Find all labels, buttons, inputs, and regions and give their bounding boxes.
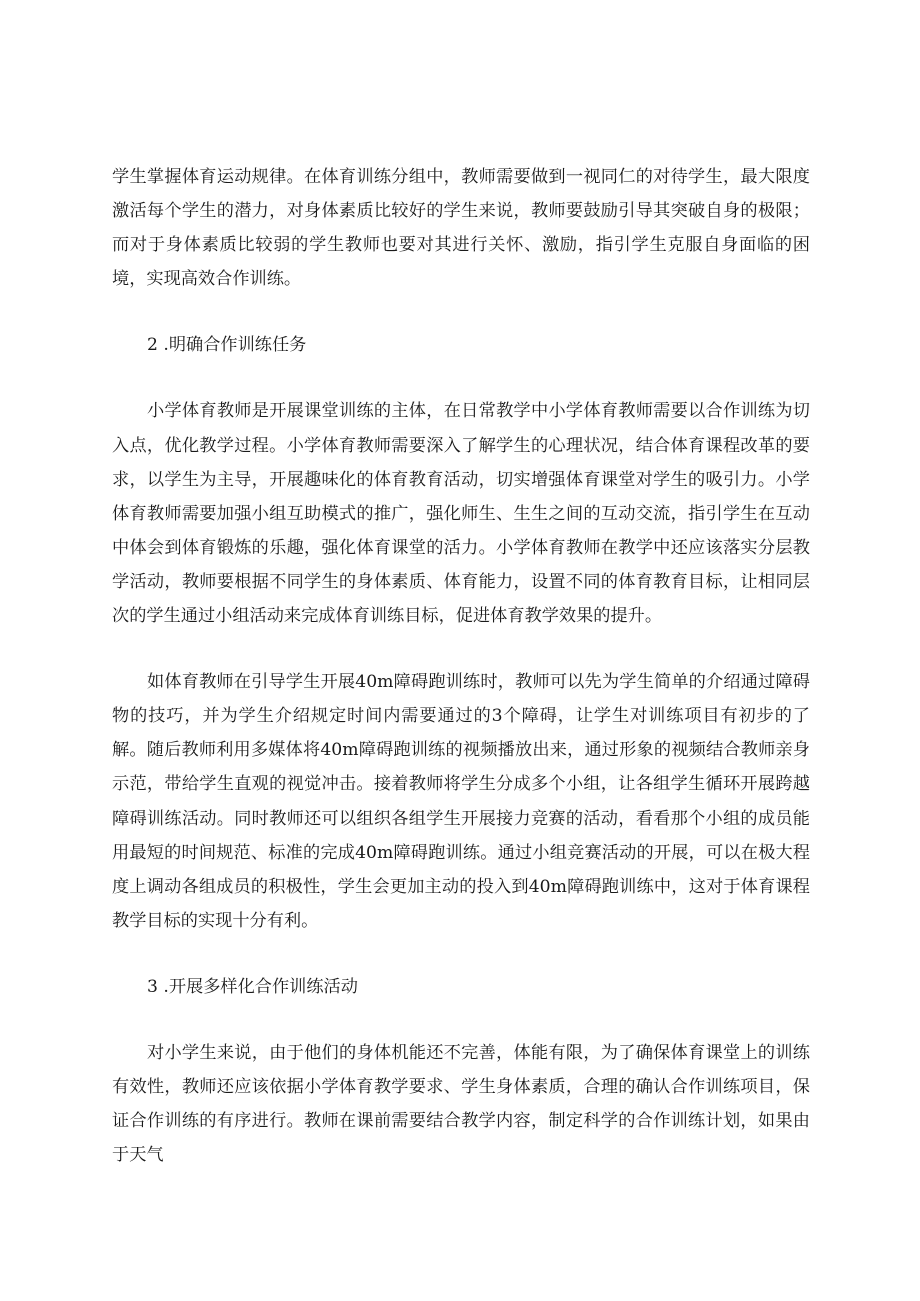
paragraph-gap [112,362,810,394]
paragraph-activities: 对小学生来说，由于他们的身体机能还不完善，体能有限，为了确保体育课堂上的训练有效性，教师还应该依据小学体育教学要求、学生身体素质，合理的确认合作训练项目，保证合作训练的有序进行。教师在课前需要结合教学内容，制定科学的合作训练计划，如果由于天气 [112,1042,810,1166]
paragraph-continuation: 学生掌握体育运动规律。在体育训练分组中，教师需要做到一视同仁的对待学生，最大限度激活每个学生的潜力，对身体素质比较好的学生来说，教师要鼓励引导其突破自身的极限；而对于身体素质比较弱的学生教师也要对其进行关怀、激励，指引学生克服自身面临的困境，实现高效合作训练。 [112,167,810,290]
document-page [112,160,810,1172]
section-heading-3: 3 .开展多样化合作训练活动 [147,976,358,997]
section-heading-2: 2 .明确合作训练任务 [147,335,307,356]
paragraph-gap [112,1004,810,1036]
paragraph-task: 小学体育教师是开展课堂训练的主体，在日常教学中小学体育教师需要以合作训练为切入点，优化教学过程。小学体育教师需要深入了解学生的心理状况，结合体育课程改革的要求，以学生为主导，开展趣味化的体育教育活动，切实增强体育课堂对学生的吸引力。小学体育教师需要加强小组互助模式的推广，强化师生、生生之间的互动交流，指引学生在互动中体会到体育锻炼的乐趣，强化体育课堂的活力。小学体育教师在教学中还应该落实分层教学活动，教师要根据不同学生的身体素质、体育能力，设置不同的体育教育目标，让相同层次的学生通过小组活动来完成体育训练目标，促进体育教学效果的提升。 [112,401,810,627]
paragraph-gap [112,938,810,970]
paragraph-gap [112,296,810,328]
paragraph-gap [112,633,810,665]
paragraph-example: 如体育教师在引导学生开展40m障碍跑训练时，教师可以先为学生简单的介绍通过障碍物的技巧，并为学生介绍规定时间内需要通过的3个障碍，让学生对训练项目有初步的了解。随后教师利用多媒体将40m障碍跑训练的视频播放出来，通过形象的视频结合教师亲身示范，带给学生直观的视觉冲击。接着教师将学生分成多个小组，让各组学生循环开展跨越障碍训练活动。同时教师还可以组织各组学生开展接力竞赛的活动，看看那个小组的成员能用最短的时间规范、标准的完成40m障碍跑训练。通过小组竞赛活动的开展，可以在极大程度上调动各组成员的积极性，学生会更加主动的投入到40m障碍跑训练中，这对于体育课程教学目标的实现十分有利。 [112,672,810,931]
